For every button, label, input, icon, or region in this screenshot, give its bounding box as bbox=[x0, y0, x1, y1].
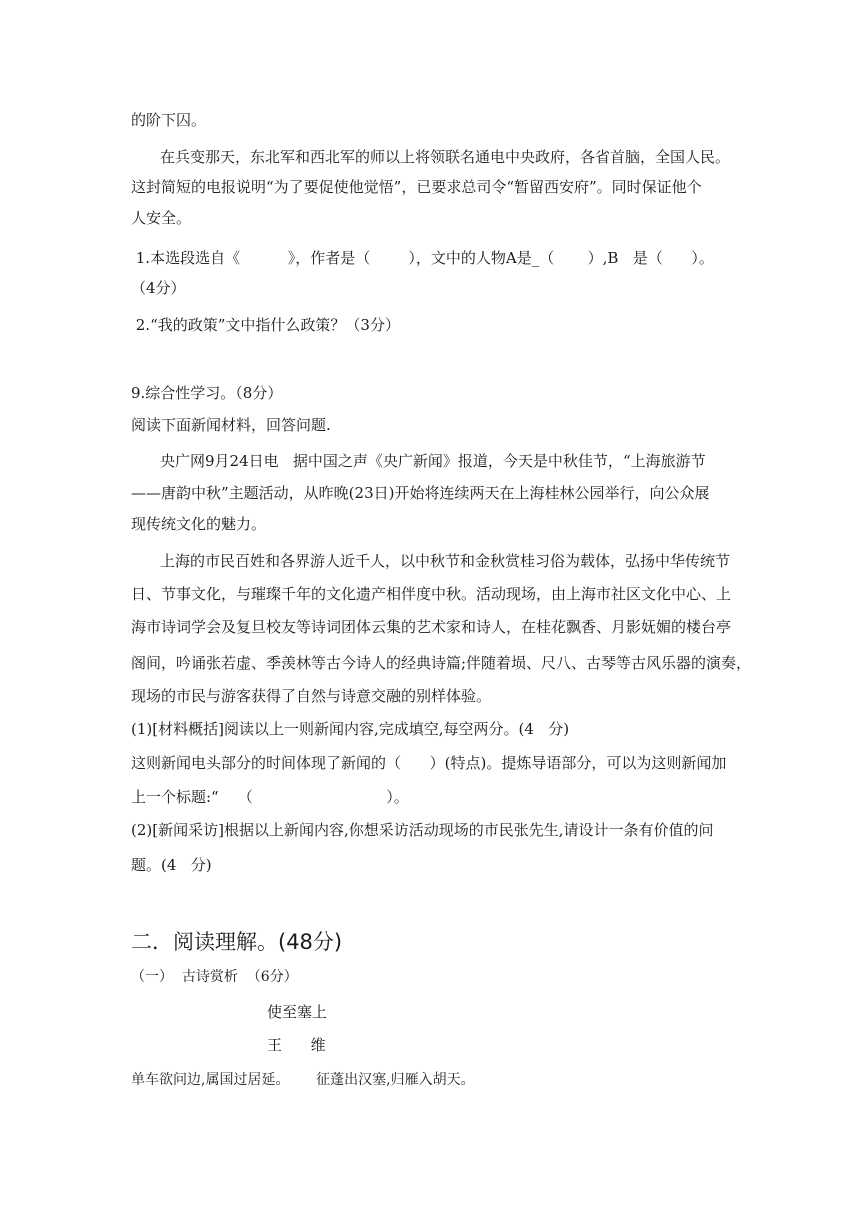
section-heading: 二．阅读理解。(48分) bbox=[131, 930, 343, 954]
poem-part-heading: （一） 古诗赏析 （6分） bbox=[131, 969, 298, 985]
text-line: 海市诗词学会及复旦校友等诗词团体云集的艺术家和诗人，在桂花飘香、月影妩媚的楼台亭 bbox=[131, 618, 732, 636]
question-1: 1.本选段选自《 》，作者是（ ），文中的人物A是_（ ）,B 是（ ）。 bbox=[131, 249, 714, 267]
question-9-heading: 9.综合性学习。（8分） bbox=[131, 384, 283, 402]
text-line: 上一个标题:“ （ ）。 bbox=[131, 788, 409, 806]
text-line: 这则新闻电头部分的时间体现了新闻的（ ）(特点)。提炼导语部分，可以为这则新闻加 bbox=[131, 754, 727, 772]
sub-question-1: (1)[材料概括]阅读以上一则新闻内容,完成填空,每空两分。(4 分) bbox=[131, 720, 570, 738]
text-line: 阅读下面新闻材料，回答问题. bbox=[131, 416, 331, 434]
poem-author: 王 维 bbox=[267, 1036, 326, 1054]
text-line: 阁间，吟诵张若虚、季羡林等古今诗人的经典诗篇;伴随着埙、尺八、古琴等古风乐器的演奏， bbox=[131, 654, 752, 672]
text-line: 题。(4 分) bbox=[131, 856, 212, 874]
question-2: 2.“我的政策”文中指什么政策？（3分） bbox=[131, 316, 400, 334]
news-paragraph-2: 上海的市民百姓和各界游人近千人，以中秋节和金秋赏桂习俗为载体，弘扬中华传统节 bbox=[160, 552, 731, 570]
news-paragraph-1: 央广网9月24日电 据中国之声《央广新闻》报道，今天是中秋佳节，“上海旅游节 bbox=[160, 452, 706, 470]
text-line: 现传统文化的魅力。 bbox=[131, 515, 267, 533]
text-line: 现场的市民与游客获得了自然与诗意交融的别样体验。 bbox=[131, 687, 492, 705]
text-line: 日、节事文化，与璀璨千年的文化遗产相伴度中秋。活动现场，由上海市社区文化中心、上 bbox=[131, 585, 732, 603]
text-line: 人安全。 bbox=[131, 209, 192, 227]
text-line: 在兵变那天，东北军和西北军的师以上将领联名通电中央政府，各省首脑，全国人民。 bbox=[160, 148, 731, 166]
poem-line: 单车欲问边,属国过居延。 征蓬出汉塞,归雁入胡天。 bbox=[131, 1072, 475, 1088]
text-line: ——唐韵中秋”主题活动，从昨晚(23日)开始将连续两天在上海桂林公园举行，向公众展 bbox=[131, 484, 710, 502]
text-line: 这封简短的电报说明“为了要促使他觉悟”，已要求总司令“暂留西安府”。同时保证他个 bbox=[131, 178, 702, 196]
poem-title: 使至塞上 bbox=[267, 1003, 328, 1021]
text-line: （4分） bbox=[131, 279, 186, 297]
sub-question-2: (2)[新闻采访]根据以上新闻内容,你想采访活动现场的市民张先生,请设计一条有价值的问 bbox=[131, 821, 714, 839]
text-line: 的阶下囚。 bbox=[131, 111, 207, 129]
